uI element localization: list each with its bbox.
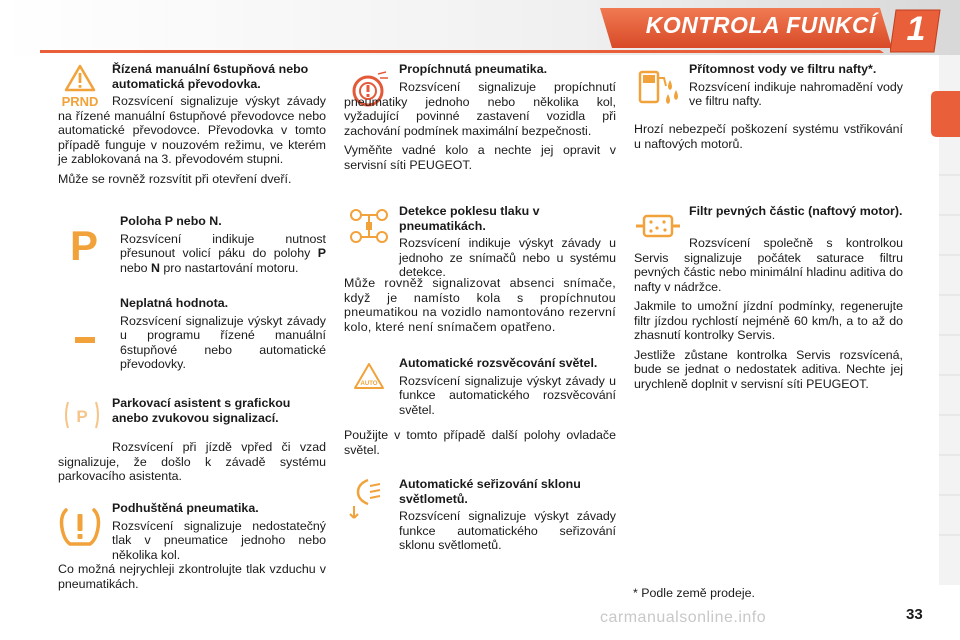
side-tab-strip xyxy=(925,55,960,585)
paragraph: Rozsvícení indikuje nahromadění vody ve filtru nafty. xyxy=(689,79,903,108)
auto-lights-icon-label: AUTO xyxy=(360,381,378,387)
section-title: Podhuštěná pneumatika. xyxy=(112,501,259,515)
parking-assist-icon xyxy=(62,398,102,432)
section-title: Filtr pevných částic (naftový motor). xyxy=(689,204,903,218)
section-auto-lights-note xyxy=(344,428,616,462)
paragraph: Hrozí nebezpečí poškození systému vstřikování u naftových motorů. xyxy=(634,122,903,151)
section-invalid-value xyxy=(120,296,326,377)
gearbox-icon-label: PRND xyxy=(61,94,99,109)
paragraph: Jestliže zůstane kontrolka Servis rozsvícená, bude se jednat o nedostatek aditiva. Nechte jej urychleně doplnit v servisní síti PEUGEOT. xyxy=(634,347,903,391)
paragraph: Rozsvícení společně s kontrolkou Servis signalizuje počátek saturace filtru pevných částic nebo minimální hladinu aditiva do nafty v nádržce. xyxy=(634,236,903,294)
page-number: 33 xyxy=(906,606,923,623)
chapter-number: 1 xyxy=(906,10,926,48)
invalid-value-icon xyxy=(70,330,100,350)
section-pressure-detection xyxy=(399,204,616,285)
paragraph: Jakmile to umožní jízdní podmínky, regenerujte filtr jízdou rychlostí nejméně 60 km/h, a to až do zhasnutí kontrolky Servis. xyxy=(634,299,903,342)
paragraph: Rozsvícení indikuje výskyt závady u jednoho ze snímačů nebo u systému detekce. xyxy=(399,236,616,279)
section-title: Poloha P nebo N. xyxy=(120,214,222,228)
section-title: Automatické seřizování sklonu světlometů. xyxy=(399,477,581,506)
paragraph: Rozsvícení signalizuje výskyt závady u funkce automatického rozsvěcování světel. xyxy=(399,373,616,417)
paragraph: Rozsvícení signalizuje výskyt závady na řízené manuální 6stupňové převodovce nebo automatické převodovce. Převodovka v tomto případě funguje v nouzovém režimu, ve kterém je zablokovaná na 3. převodovém stupni. xyxy=(58,94,326,166)
section-position-p-n xyxy=(120,214,326,280)
paragraph: Může se rovněž rozsvítit při otevření dveří. xyxy=(58,171,292,186)
paragraph: Co možná nejrychleji zkontrolujte tlak vzduchu v pneumatikách. xyxy=(58,562,326,591)
section-title: Řízená manuální 6stupňová nebo automatická převodovka. xyxy=(112,62,309,91)
section-water-in-fuel-note xyxy=(634,122,903,156)
paragraph: Rozsvícení signalizuje výskyt závady u programu řízené manuální 6stupňové nebo automatické převodovky. xyxy=(120,313,326,371)
section-title: Parkovací asistent s grafickou anebo zvukovou signalizací. xyxy=(112,396,291,425)
section-title: Neplatná hodnota. xyxy=(120,296,229,310)
watermark: carmanualsonline.info xyxy=(600,609,767,626)
section-pressure-detection-note xyxy=(344,276,616,339)
section-underinflated xyxy=(112,501,326,567)
paragraph: Rozsvícení indikuje nutnost přesunout volicí páku do polohy P nebo N pro nastartování motoru. xyxy=(120,231,326,275)
section-auto-lights xyxy=(399,356,616,422)
section-headlamp-leveling xyxy=(399,477,616,558)
section-gearbox-fault xyxy=(112,62,326,93)
paragraph: Rozsvícení signalizuje nedostatečný tlak v pneumatice jednoho nebo několika kol. xyxy=(112,518,326,562)
section-water-in-fuel xyxy=(689,62,903,114)
headlamp-leveling-icon xyxy=(348,476,388,520)
page-title: KONTROLA FUNKCÍ xyxy=(645,12,876,38)
tire-pressure-icon xyxy=(57,506,103,548)
paragraph: Použijte v tomto případě další polohy ovladače světel. xyxy=(344,428,616,457)
section-title: Automatické rozsvěcování světel. xyxy=(399,356,598,370)
section-punctured-tyre-body xyxy=(344,80,616,177)
paragraph: Vyměňte vadné kolo a nechte jej opravit v servisní síti PEUGEOT. xyxy=(344,143,616,172)
section-underinflated-note xyxy=(58,562,326,596)
paragraph: Rozsvícení signalizuje výskyt závady funkce automatického seřizování sklonu světlometů. xyxy=(399,509,616,552)
section-parking-assist-body xyxy=(58,440,326,489)
footnote: * Podle země prodeje. xyxy=(633,586,755,600)
water-in-fuel-icon xyxy=(636,66,682,108)
paragraph: Rozsvícení signalizuje propíchnutí pneumatiky jednoho nebo několika kol, vyžadující povinné zastavení vozidla při zachování podmínek maximální bezpečnosti. xyxy=(344,80,616,138)
section-punctured-tyre xyxy=(399,62,616,79)
section-particle-filter-body xyxy=(634,236,903,396)
auto-lights-icon xyxy=(352,362,386,394)
section-title: Přítomnost vody ve filtru nafty*. xyxy=(689,62,877,76)
paragraph: Rozsvícení při jízdě vpřed či vzad signalizuje, že došlo k závadě systému parkovacího asistenta. xyxy=(58,440,326,483)
section-title: Propíchnutá pneumatika. xyxy=(399,62,548,76)
section-particle-filter xyxy=(689,204,903,221)
park-position-icon xyxy=(62,222,106,266)
park-icon-label: P xyxy=(69,222,99,266)
parking-icon-label: P xyxy=(76,407,88,426)
section-gearbox-body xyxy=(58,94,326,191)
section-parking-assist xyxy=(112,396,326,427)
pressure-detection-icon xyxy=(346,206,392,246)
section-title: Detekce poklesu tlaku v pneumatikách. xyxy=(399,204,540,233)
paragraph: Může rovněž signalizovat absenci snímače, když je namísto kola s propíchnutou pneumatikou na vozidlo namontováno rezervní kolo, které není snímačem opatřeno. xyxy=(344,276,616,334)
